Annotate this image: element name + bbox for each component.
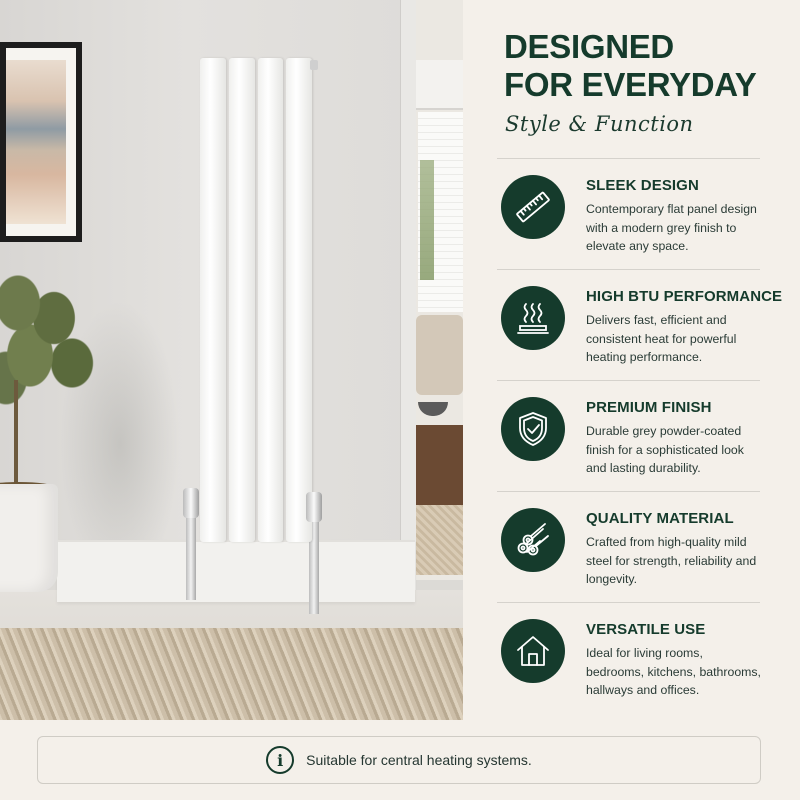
feature-description: Ideal for living rooms, bedrooms, kitchens, bathrooms, hallways and offices. [586, 646, 761, 697]
door-frame [400, 0, 416, 600]
heat-waves-icon [501, 286, 565, 350]
ruler-icon [501, 175, 565, 239]
radiator-panel [286, 58, 312, 542]
headline [504, 28, 794, 104]
feature-versatile-use [497, 602, 760, 713]
feature-description: Delivers fast, efficient and consistent heat for powerful heating performance. [586, 313, 737, 364]
feature-title: PREMIUM FINISH [586, 399, 712, 416]
feature-panel [463, 0, 800, 730]
sofa [416, 315, 463, 395]
script-subtitle: Style & Function [505, 112, 694, 136]
feature-premium-finish [497, 380, 760, 491]
feature-description: Contemporary flat panel design with a modern grey finish to elevate any space. [586, 202, 757, 253]
shield-check-icon [501, 397, 565, 461]
wall-artwork [0, 42, 82, 242]
skirting-board [57, 540, 415, 602]
radiator-panel [258, 58, 284, 542]
house-icon [501, 619, 565, 683]
radiator-panel [200, 58, 226, 542]
feature-title: SLEEK DESIGN [586, 177, 699, 194]
vertical-radiator [200, 58, 312, 542]
feature-title: VERSATILE USE [586, 621, 706, 638]
feature-description: Durable grey powder-coated finish for a sophisticated look and lasting durability. [586, 424, 744, 475]
bleed-valve [310, 60, 318, 70]
feature-quality-material [497, 491, 760, 602]
feature-description: Crafted from high-quality mild steel for strength, reliability and longevity. [586, 535, 757, 586]
feature-title: HIGH BTU PERFORMANCE [586, 288, 783, 305]
olive-tree-trunk [14, 380, 18, 486]
feature-high-btu-performance [497, 269, 783, 380]
valve-head-right [306, 492, 322, 522]
radiator-panel [229, 58, 255, 542]
side-table [416, 425, 463, 505]
doorway-view [416, 0, 463, 580]
feature-title: QUALITY MATERIAL [586, 510, 734, 527]
headline-line-1: DESIGNED [504, 28, 674, 65]
feature-sleek-design [497, 158, 760, 269]
info-icon: i [266, 746, 294, 774]
valve-head-left [183, 488, 199, 518]
woven-rug [0, 628, 463, 720]
steel-pipes-icon [501, 508, 565, 572]
info-note: Suitable for central heating systems. [306, 752, 532, 768]
plant-pot [0, 484, 58, 592]
info-banner [37, 736, 761, 784]
headline-line-2: FOR EVERYDAY [504, 66, 757, 103]
feature-list [497, 158, 783, 713]
